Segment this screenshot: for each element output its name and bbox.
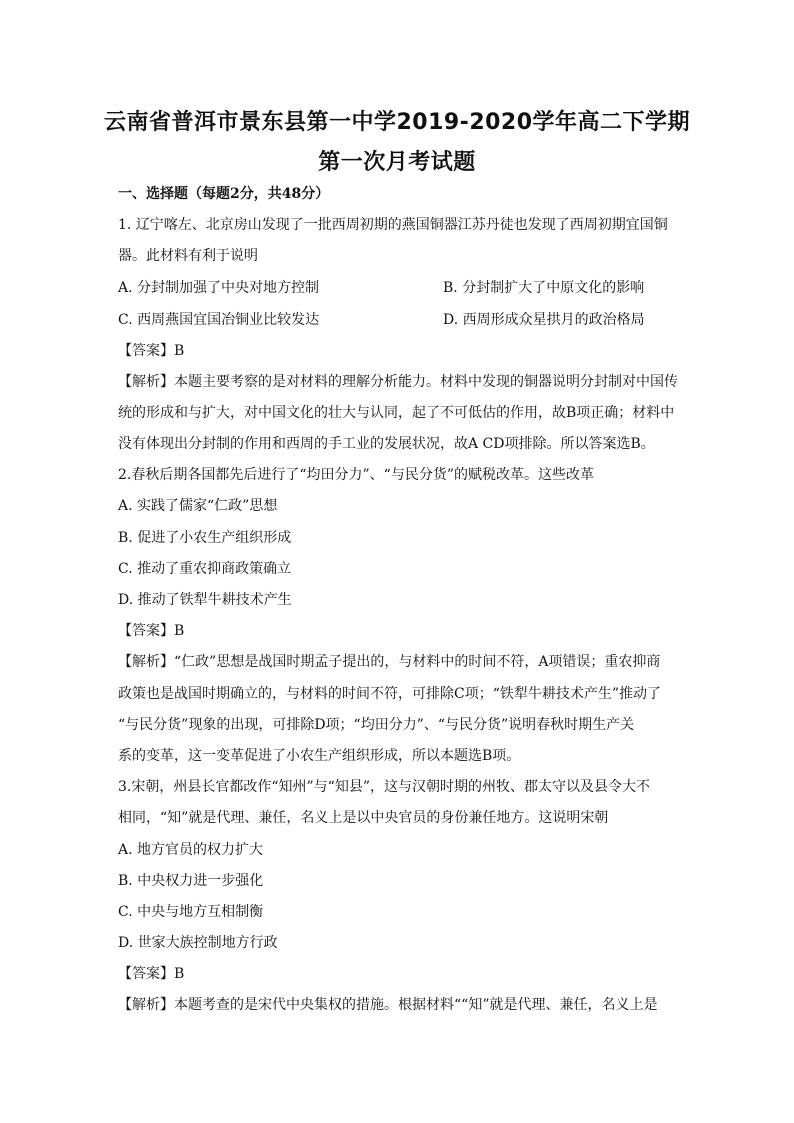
q2-analysis-line1: 【解析】“仁政”思想是战国时期孟子提出的，与材料中的时间不符，A项错误；重农抑商 xyxy=(118,654,661,670)
q1-answer: 【答案】B xyxy=(118,343,185,359)
q2-option-a: A. 实践了儒家“仁政”思想 xyxy=(118,498,278,514)
q1-option-b: B. 分封制扩大了中原文化的影响 xyxy=(443,280,645,296)
q3-answer: 【答案】B xyxy=(118,966,185,982)
q3-option-b: B. 中央权力进一步强化 xyxy=(118,873,264,889)
q2-answer: 【答案】B xyxy=(118,623,185,639)
section-heading: 一、选择题（每题2分，共48分） xyxy=(118,186,330,202)
q3-stem-line2: 相同，“知”就是代理、兼任，名义上是以中央官员的身份兼任地方。这说明宋朝 xyxy=(118,810,609,826)
q1-stem-line2: 器。此材料有利于说明 xyxy=(118,248,258,264)
q3-stem-line1: 3.宋朝，州县长官都改作“知州”与“知县”，这与汉朝时期的州牧、郡太守以及县令大不 xyxy=(118,779,650,795)
q1-option-c: C. 西周燕国宜国冶铜业比较发达 xyxy=(118,312,320,328)
q2-option-c: C. 推动了重农抑商政策确立 xyxy=(118,561,292,577)
q1-analysis-line3: 没有体现出分封制的作用和西周的手工业的发展状况，故A CD项排除。所以答案选B。 xyxy=(118,436,655,452)
q1-option-d: D. 西周形成众星拱月的政治格局 xyxy=(443,312,645,328)
q3-option-d: D. 世家大族控制地方行政 xyxy=(118,935,278,951)
q3-option-a: A. 地方官员的权力扩大 xyxy=(118,842,264,858)
q1-analysis-line1: 【解析】本题主要考察的是对材料的理解分析能力。材料中发现的铜器说明分封制对中国传 xyxy=(118,374,678,390)
q3-option-c: C. 中央与地方互相制衡 xyxy=(118,904,264,920)
q3-analysis-line1: 【解析】本题考查的是宋代中央集权的措施。根据材料““知”就是代理、兼任，名义上是 xyxy=(118,997,658,1013)
q1-analysis-line2: 统的形成和与扩大，对中国文化的壮大与认同，起了不可低估的作用，故B项正确；材料中 xyxy=(118,405,675,421)
q1-stem-line1: 1. 辽宁喀左、北京房山发现了一批西周初期的燕国铜器江苏丹徒也发现了西周初期宜国铜 xyxy=(118,217,668,233)
q2-analysis-line3: “与民分货”现象的出现，可排除D项；“均田分力”、“与民分货”说明春秋时期生产关 xyxy=(118,717,635,733)
q2-stem: 2.春秋后期各国都先后进行了“均田分力”、“与民分货”的赋税改革。这些改革 xyxy=(118,467,594,483)
q2-analysis-line4: 系的变革，这一变革促进了小农生产组织形成，所以本题选B项。 xyxy=(118,748,521,764)
document-title-line2: 第一次月考试题 xyxy=(318,150,476,175)
document-title-line1: 云南省普洱市景东县第一中学2019-2020学年高二下学期 xyxy=(103,110,691,135)
q2-option-b: B. 促进了小农生产组织形成 xyxy=(118,530,292,546)
q1-option-a: A. 分封制加强了中央对地方控制 xyxy=(118,280,320,296)
q2-analysis-line2: 政策也是战国时期确立的，与材料的时间不符，可排除C项；“铁犁牛耕技术产生”推动了 xyxy=(118,686,662,702)
q2-option-d: D. 推动了铁犁牛耕技术产生 xyxy=(118,592,292,608)
